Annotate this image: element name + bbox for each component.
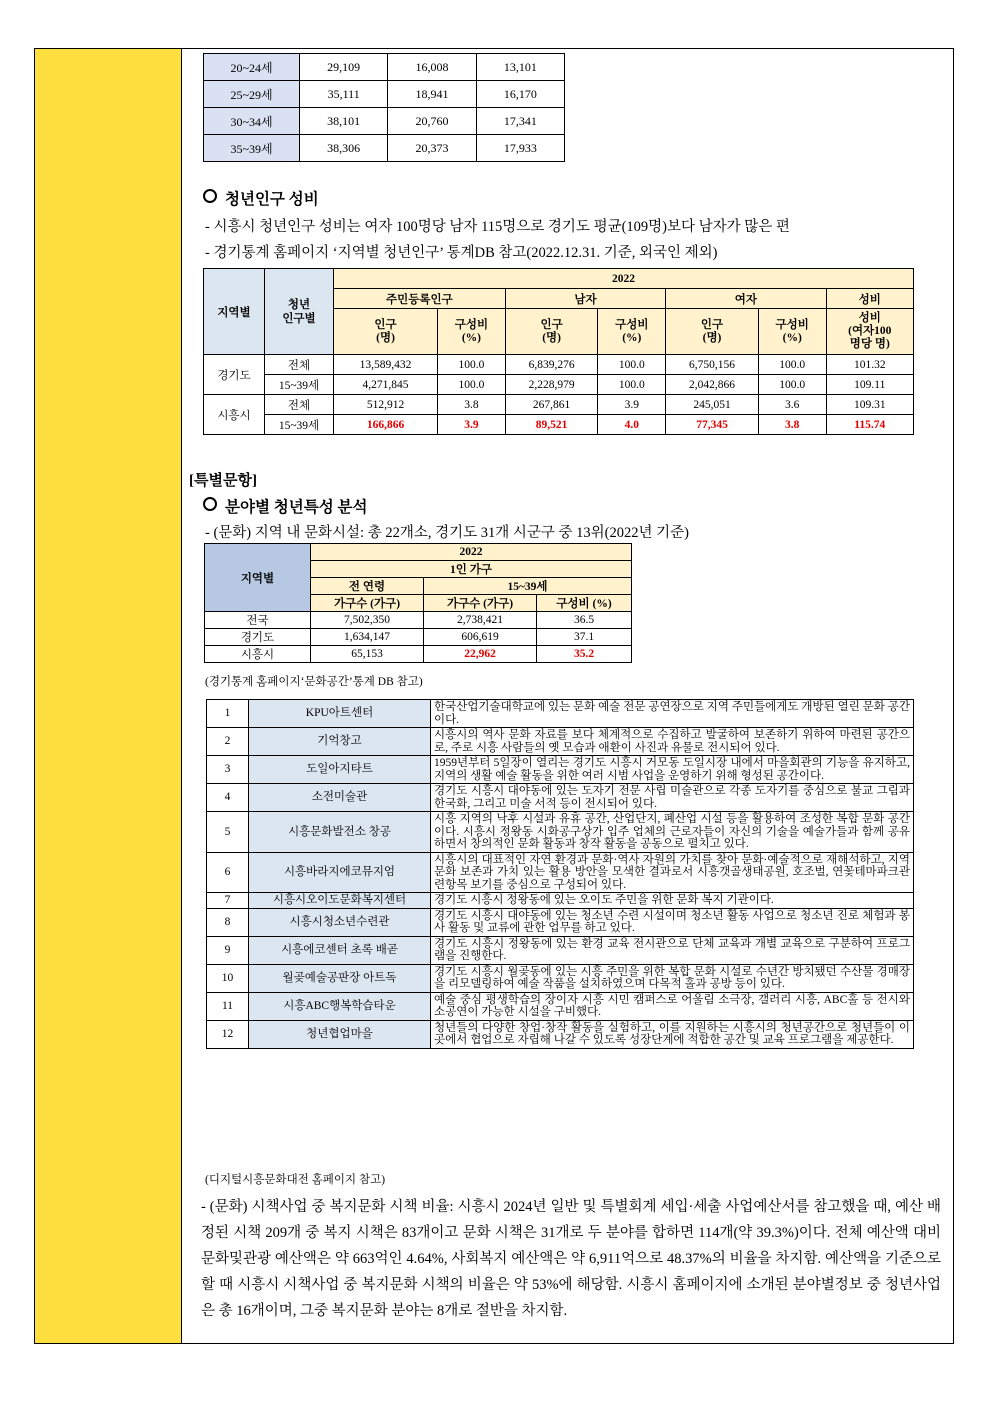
facility-number: 5 (207, 812, 249, 853)
table-row (207, 908, 914, 936)
table-row (207, 1020, 914, 1048)
table-row (207, 756, 914, 784)
facility-description: 시흥시의 역사 문화 자료를 보다 체계적으로 수집하고 발굴하여 보존하기 위하여 마련된 공간으로, 주로 시흥 사람들의 옛 모습과 애환이 사진과 유물로 전시되어 있다. (431, 728, 914, 756)
facility-number: 9 (207, 936, 249, 964)
table-row: 전국 7,502,350 2,738,421 36.5 (205, 612, 632, 629)
facility-name: 도일아지타트 (249, 756, 431, 784)
facility-description: 경기도 시흥시 대야동에 있는 도자기 전문 사립 미술관으로 각종 도자기를 중심으로 불교 그림과 한국화, 그리고 미술 서적 등이 전시되어 있다. (431, 784, 914, 812)
facility-name: 시흥ABC행복학습타운 (249, 992, 431, 1020)
facility-number: 12 (207, 1020, 249, 1048)
section-title-sex-ratio: 청년인구 성비 (201, 187, 319, 209)
table-row: 25~29세 35,111 18,941 16,170 (204, 81, 565, 108)
table-row: 시흥시 전체 512,912 3.8 267,861 3.9 245,051 3.6 109.31 (204, 395, 914, 415)
facilities-table (206, 699, 914, 1049)
sex-ratio-table: 지역별 청년 인구별 2022 주민등록인구 남자 여자 성비 인구 (명) 구성비 (%) 인구 (명) 구성비 (%) 인구 (명) 구성비 (%) 성비 (여자100 명당 명) 경기도 전체 13,589,432 100.0 6,839,276 100.0 6,750,156 100.0 101.32 15~39세 4,271,845 100.0 2,228,979 100.0 2,042,866 100.0 109.11 시흥시 전체 512,912 3.8 267,861 3.9 245,051 3.6 109.31 15~39세 166,866 3.9 89,521 4.0 77,345 3.8 115.74 (203, 268, 914, 435)
circle-bullet-icon (203, 189, 217, 203)
facility-number: 8 (207, 908, 249, 936)
facility-name: 소전미술관 (249, 784, 431, 812)
table-row: 35~39세 38,306 20,373 17,933 (204, 135, 565, 162)
facility-name: 시흥시청소년수련관 (249, 908, 431, 936)
table-row (207, 936, 914, 964)
facility-description: 경기도 시흥시 대야동에 있는 청소년 수련 시설이며 청소년 활동 사업으로 청소년 진로 체험과 봉사 활동 및 교류에 관한 업무를 하고 있다. (431, 908, 914, 936)
facility-name: 월곶예술공판장 아트독 (249, 964, 431, 992)
facility-description: 시흥 지역의 낙후 시설과 유휴 공간, 산업단지, 폐산업 시설 등을 활용하여 조성한 복합 문화 공간이다. 시흥시 정왕동 시화공구상가 입주 업체의 근로자들이 자신의 기술을 예술가들과 함께 공유하면서 창의적인 문화 활동과 창작 활동을 공동으로 펼치고 있다. (431, 812, 914, 853)
facility-name: 시흥에코센터 초록 배곧 (249, 936, 431, 964)
content-area (183, 49, 953, 1343)
facility-name: 시흥문화발전소 창공 (249, 812, 431, 853)
special-heading: [특별문항] (189, 473, 257, 489)
facility-number: 10 (207, 964, 249, 992)
facility-number: 7 (207, 893, 249, 909)
single-household-table: 지역별 2022 1인 가구 전 연령 15~39세 가구수 (가구) 가구수 (가구) 구성비 (%) 전국 7,502,350 2,738,421 36.5 경기도 1,634,147 606,619 37.1 시흥시 65,153 22,962 35.2 (204, 543, 632, 663)
table-row (207, 728, 914, 756)
facility-name: 기억창고 (249, 728, 431, 756)
table-row: 15~39세 166,866 3.9 89,521 4.0 77,345 3.8 115.74 (204, 415, 914, 435)
facility-name: 시흥시오이도문화복지센터 (249, 893, 431, 909)
facility-description: 시흥시의 대표적인 자연 환경과 문화·역사 자원의 가치를 찾아 문화·예술적으로 재해석하고, 지역 문화 보존과 가치 있는 활용 방안을 모색한 결과로서 시흥갯골생태공원, 호조벌, 연꽃테마파크관련항목 보기를 중심으로 구성되어 있다. (431, 852, 914, 893)
facility-description: 경기도 시흥시 정왕동에 있는 오이도 주민을 위한 문화 복지 기관이다. (431, 893, 914, 909)
table-row (207, 812, 914, 853)
table-row (207, 893, 914, 909)
table-row (207, 852, 914, 893)
section-title-youth-analysis: 분야별 청년특성 분석 (201, 495, 368, 517)
table-row: 경기도 1,634,147 606,619 37.1 (205, 629, 632, 646)
page-frame (34, 48, 954, 1344)
table-row (207, 700, 914, 728)
final-paragraph: - (문화) 시책사업 중 복지문화 시책 비율: 시흥시 2024년 일반 및 특별회계 세입·세출 사업예산서를 참고했을 때, 예산 배정된 시책 209개 중 복지 시책은 83개이고 문화 시책은 31개로 두 분야를 합하면 114개(약 39.3%)이다. 전체 예산액 대비 문화및관광 예산액은 약 663억인 4.64%, 사회복지 예산액은 약 6,911억으로 48.37%의 비율을 차지함. 예산액을 기준으로 할 때 시흥시 시책사업 중 복지문화 시책의 비율은 약 53%에 해당함. 시흥시 홈페이지에 소개된 분야별정보 중 청년사업은 총 16개이며, 그중 복지문화 분야는 8개로 절반을 차지함. (201, 1199, 941, 1319)
facility-number: 3 (207, 756, 249, 784)
age-table (203, 53, 565, 162)
table-row (207, 992, 914, 1020)
table-row: 30~34세 38,101 20,760 17,341 (204, 108, 565, 135)
table-row (207, 784, 914, 812)
facility-number: 11 (207, 992, 249, 1020)
facilities-source-note: (디지털시흥문화대전 홈페이지 참고) (205, 1174, 386, 1186)
circle-bullet-icon (203, 497, 217, 511)
culture-facilities-summary: - (문화) 지역 내 문화시설: 총 22개소, 경기도 31개 시군구 중 13위(2022년 기준) (205, 525, 689, 541)
table-row: 15~39세 4,271,845 100.0 2,228,979 100.0 2,042,866 100.0 109.11 (204, 375, 914, 395)
facility-description: 청년들의 다양한 창업·창작 활동을 실험하고, 이를 지원하는 시흥시의 청년공간으로 청년들이 이곳에서 협업으로 자립해 나갈 수 있도록 성장단계에 적합한 공간 및 교육 프로그램을 제공한다. (431, 1020, 914, 1048)
facility-description: 예술 중심 평생학습의 장이자 시흥 시민 캠퍼스로 어울림 소극장, 갤러리 시흥, ABC홀 등 전시와 소공연이 가능한 시설을 구비했다. (431, 992, 914, 1020)
sex-ratio-source: - 경기통계 홈페이지 ‘지역별 청년인구’ 통계DB 참고(2022.12.31. 기준, 외국인 제외) (205, 245, 718, 261)
facility-description: 경기도 시흥시 정왕동에 있는 환경 교육 전시관으로 단체 교육과 개별 교육으로 구분하여 프로그램을 진행한다. (431, 936, 914, 964)
household-source-note: (경기통계 홈페이지‘문화공간’통계 DB 참고) (205, 676, 423, 688)
table-row (207, 964, 914, 992)
facility-description: 한국산업기술대학교에 있는 문화 예술 전문 공연장으로 지역 주민들에게도 개방된 열린 문화 공간이다. (431, 700, 914, 728)
facility-number: 4 (207, 784, 249, 812)
facility-name: 청년협업마을 (249, 1020, 431, 1048)
facility-name: 시흥바라지에코뮤지엄 (249, 852, 431, 893)
facility-description: 1959년부터 5일장이 열리는 경기도 시흥시 거모동 도일시장 내에서 마을회관의 기능을 유지하고, 지역의 생활 예술 활동을 위한 여러 시범 사업을 운영하기 위해 형성된 공간이다. (431, 756, 914, 784)
facility-number: 2 (207, 728, 249, 756)
sex-ratio-summary: - 시흥시 청년인구 성비는 여자 100명당 남자 115명으로 경기도 평균(109명)보다 남자가 많은 편 (205, 219, 790, 235)
facility-description: 경기도 시흥시 월곶동에 있는 시흥 주민을 위한 복합 문화 시설로 수년간 방치됐던 수산물 경매장을 리모델링하여 예술 작품을 설치하였으며 다목적 홀과 공방 등이 있다. (431, 964, 914, 992)
facility-number: 6 (207, 852, 249, 893)
table-row: 경기도 전체 13,589,432 100.0 6,839,276 100.0 6,750,156 100.0 101.32 (204, 355, 914, 375)
facility-name: KPU아트센터 (249, 700, 431, 728)
yellow-sidebar (35, 49, 182, 1343)
table-row: 20~24세 29,109 16,008 13,101 (204, 54, 565, 81)
table-row: 시흥시 65,153 22,962 35.2 (205, 646, 632, 663)
facility-number: 1 (207, 700, 249, 728)
